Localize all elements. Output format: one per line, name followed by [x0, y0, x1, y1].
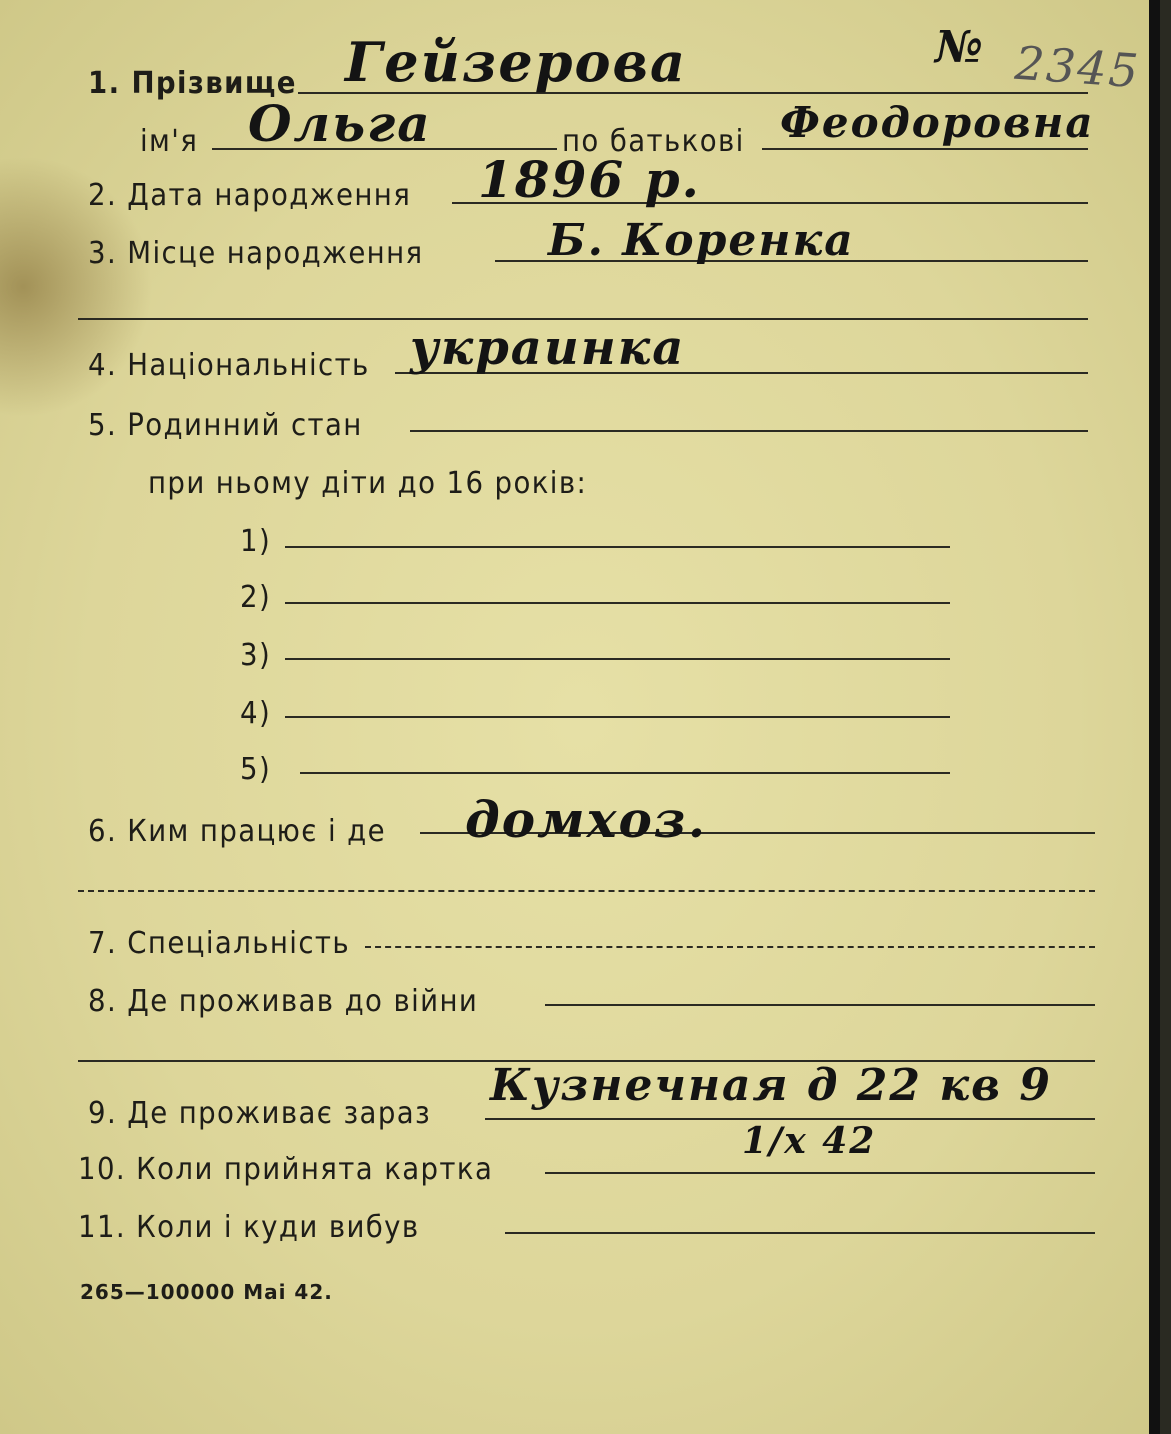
departed-label: 11. Коли і куди вибув	[78, 1210, 420, 1245]
current-residence-label: 9. Де проживає зараз	[88, 1096, 432, 1131]
card-accepted-line	[545, 1172, 1095, 1174]
birth-place-label: 3. Місце народження	[88, 236, 424, 271]
occupation-label: 6. Ким працює і де	[88, 814, 387, 849]
card-accepted-value: 1/x 42	[742, 1120, 877, 1162]
scan-edge	[1149, 0, 1160, 1434]
child-2-line	[285, 602, 950, 604]
birth-date-label: 2. Дата народження	[88, 178, 412, 213]
child-4-label: 4)	[240, 696, 272, 731]
nationality-value: украинка	[410, 320, 686, 376]
departed-line	[505, 1232, 1095, 1234]
patronymic-label: по батькові	[562, 124, 745, 159]
specialty-line	[365, 946, 1095, 948]
occupation-line-2	[78, 890, 1095, 892]
marital-status-line	[410, 430, 1088, 432]
marital-status-label: 5. Родинний стан	[88, 408, 363, 443]
child-5-label: 5)	[240, 752, 272, 787]
child-3-label: 3)	[240, 638, 272, 673]
child-3-line	[285, 658, 950, 660]
specialty-label: 7. Спеціальність	[88, 926, 350, 961]
name-label: ім'я	[140, 124, 199, 159]
patronymic-line	[762, 148, 1088, 150]
children-heading: при ньому діти до 16 років:	[148, 466, 588, 501]
card-number: 2345	[1013, 35, 1142, 99]
nationality-label: 4. Національність	[88, 348, 370, 383]
prewar-residence-line	[545, 1004, 1095, 1006]
birth-date-value: 1896 р.	[478, 150, 701, 209]
print-code: 265—100000 Mai 42.	[80, 1280, 333, 1304]
child-1-line	[285, 546, 950, 548]
name-value: Ольга	[248, 94, 432, 153]
patronymic-value: Феодоровна	[780, 98, 1095, 147]
birth-place-value: Б. Коренка	[548, 215, 855, 266]
surname-value: Гейзерова	[345, 30, 687, 94]
current-residence-value: Кузнечная д 22 кв 9	[490, 1060, 1052, 1111]
child-1-label: 1)	[240, 524, 272, 559]
child-5-line	[300, 772, 950, 774]
child-4-line	[285, 716, 950, 718]
occupation-value: домхоз.	[465, 790, 708, 849]
prewar-residence-label: 8. Де проживав до війни	[88, 984, 479, 1019]
surname-label: 1. Прізвище	[88, 66, 297, 101]
child-2-label: 2)	[240, 580, 272, 615]
card-number-prefix: №	[935, 22, 985, 73]
card-accepted-label: 10. Коли прийнята картка	[78, 1152, 494, 1187]
